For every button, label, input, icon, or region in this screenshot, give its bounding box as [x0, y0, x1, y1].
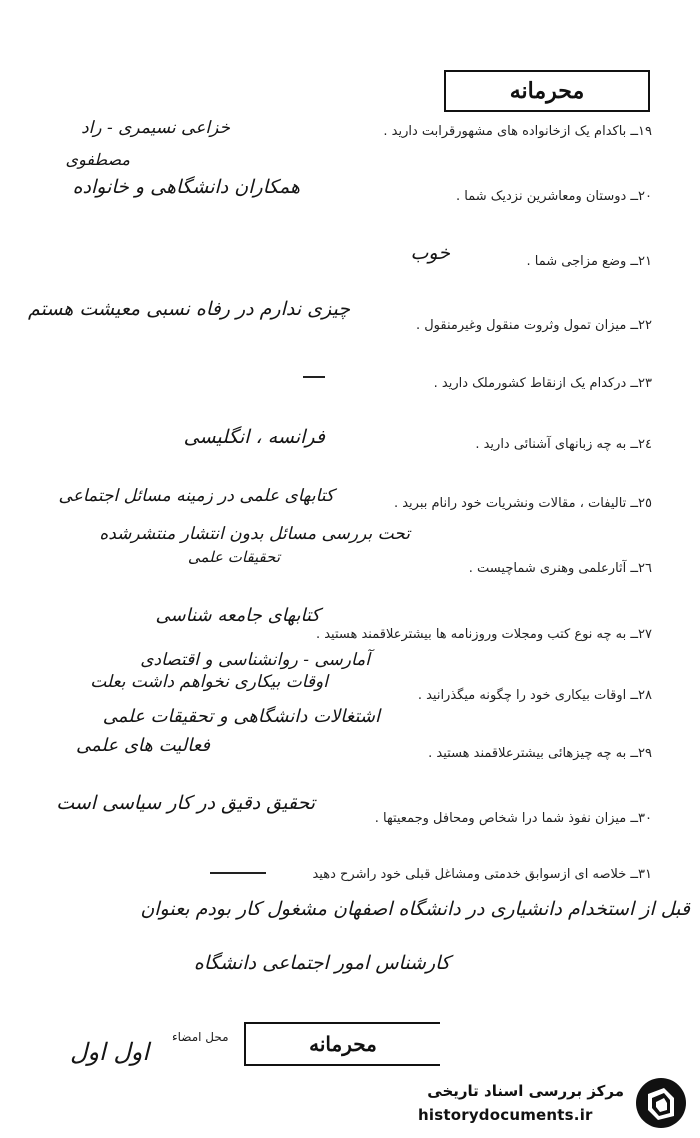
- question-21-label: ٢١ــ وضع مزاجی شما .: [526, 254, 652, 269]
- question-27-label: ٢٧ــ به چه نوع کتب ومجلات وروزنامه ها بیشترعلاقمند هستید .: [315, 627, 652, 642]
- question-24-label: ٢٤ــ به چه زبانهای آشنائی دارید .: [475, 437, 652, 452]
- strikethrough-mark: [210, 872, 266, 874]
- question-25-answer-line-2: تحت بررسی مسائل بدون انتشار منتشرشده: [99, 524, 410, 544]
- question-19-answer-line-2: مصطفوی: [65, 150, 130, 169]
- watermark-title: مرکز بررسی اسناد تاریخی: [427, 1082, 624, 1100]
- question-29-label: ٢٩ــ به چه چیزهائی بیشترعلاقمند هستید .: [428, 746, 652, 761]
- question-22-answer: چیزی ندارم در رفاه نسبی معیشت هستم: [27, 298, 350, 320]
- question-28-answer-line-2: اشتغالات دانشگاهی و تحقیقات علمی: [102, 706, 380, 727]
- question-31-label: ٣١ــ خلاصه ای ازسوابق خدمتی ومشاغل قبلی خود راشرح دهید: [312, 867, 652, 882]
- question-26-answer: تحقیقات علمی: [187, 548, 280, 566]
- question-23-label: ٢٣ــ درکدام یک ازنقاط کشورملک دارید .: [433, 376, 652, 391]
- archive-logo-icon: [634, 1076, 688, 1130]
- question-25-label: ٢٥ــ تالیفات ، مقالات ونشریات خود رانام ببرید .: [393, 496, 652, 511]
- question-27-answer-line-1: کتابهای جامعه شناسی: [155, 605, 320, 626]
- signature-label: محل امضاء: [172, 1030, 229, 1044]
- question-30-answer: تحقیق دقیق در کار سیاسی است: [56, 792, 315, 814]
- signature-box: محرمانه: [244, 1022, 440, 1066]
- signature-handwriting: اول اول: [70, 1038, 150, 1066]
- question-29-answer: فعالیت های علمی: [76, 735, 210, 756]
- question-19-label: ١٩ــ باکدام یک ازخانواده های مشهورقرابت دارید .: [383, 124, 652, 139]
- question-28-answer-line-1: اوقات بیکاری نخواهم داشت بعلت: [90, 672, 328, 692]
- question-31-answer-line-2: کارشناس امور اجتماعی دانشگاه: [193, 952, 450, 974]
- question-28-label: ٢٨ــ اوقات بیکاری خود را چگونه میگذرانید .: [417, 688, 652, 703]
- question-20-label: ٢٠ــ دوستان ومعاشرین نزدیک شما .: [455, 189, 652, 204]
- question-22-label: ٢٢ــ میزان تمول وثروت منقول وغیرمنقول .: [415, 318, 652, 333]
- question-20-answer: همکاران دانشگاهی و خانواده: [72, 176, 300, 198]
- question-23-answer-dash: [303, 376, 325, 378]
- question-31-answer-line-1: قبل از استخدام دانشیاری در دانشگاه اصفهان مشغول کار بودم بعنوان: [140, 898, 690, 920]
- question-19-answer-line-1: خزاعی نسیمری - راد: [81, 118, 230, 138]
- question-24-answer: فرانسه ، انگلیسی: [183, 426, 325, 448]
- question-26-label: ٢٦ــ آثارعلمی وهنری شماچیست .: [468, 561, 652, 576]
- question-25-answer-line-1: کتابهای علمی در زمینه مسائل اجتماعی: [58, 486, 334, 506]
- question-27-answer-line-2: آمارسی - روانشناسی و اقتصادی: [140, 650, 370, 670]
- question-30-label: ٣٠ــ میزان نفوذ شما درا شخاص ومحافل وجمعیتها .: [374, 811, 652, 826]
- watermark-url: historydocuments.ir: [418, 1106, 593, 1124]
- question-21-answer: خوب: [410, 242, 450, 264]
- confidential-stamp: محرمانه: [444, 70, 650, 112]
